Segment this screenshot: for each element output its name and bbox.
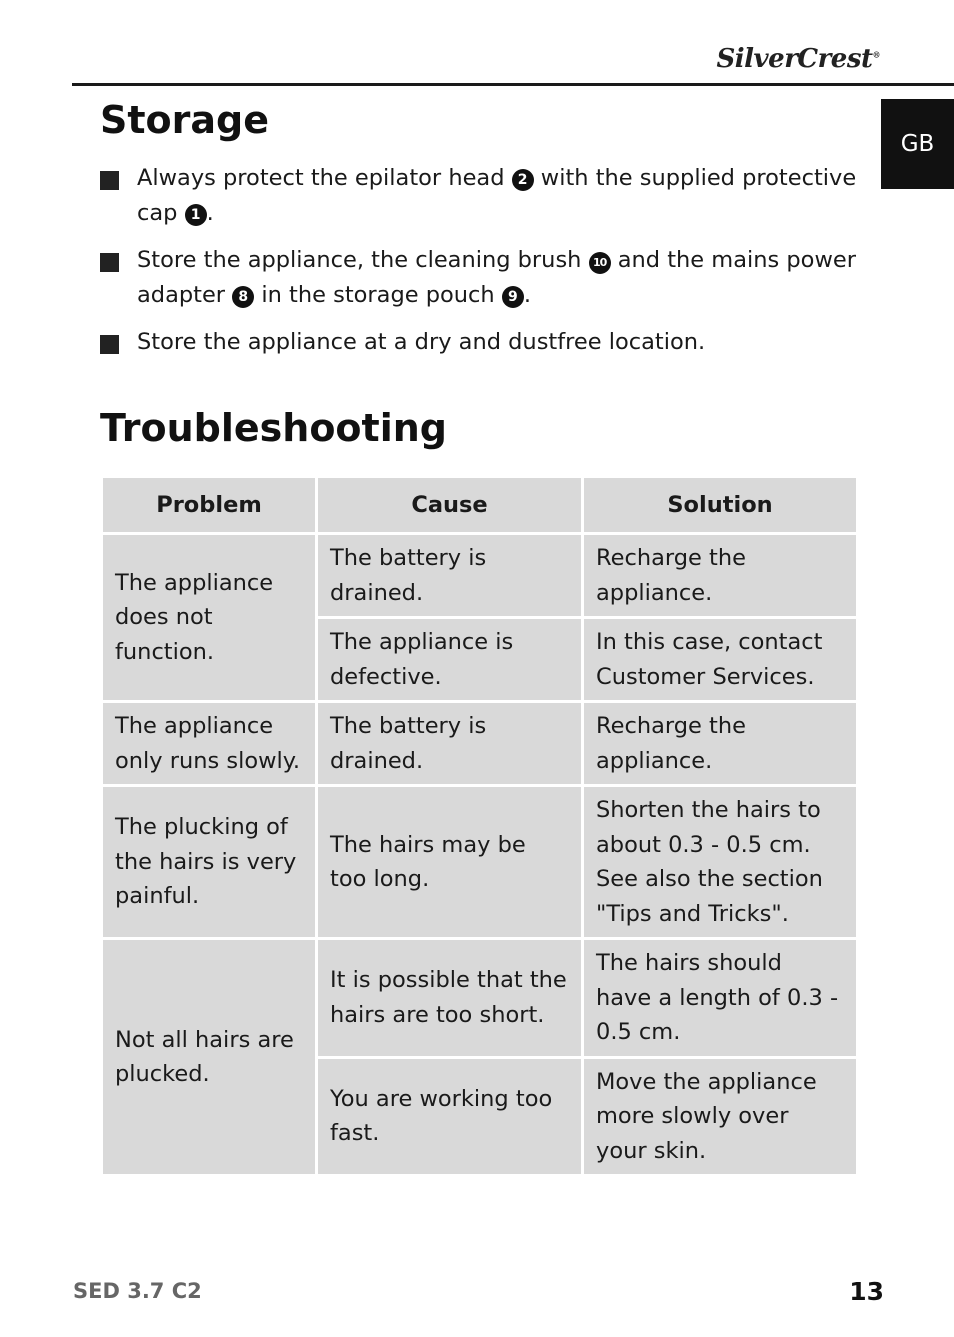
- table-row: [102, 702, 858, 786]
- brand-logo: [717, 44, 880, 74]
- column-header-cause: Cause: [317, 477, 583, 534]
- page-number: 13: [849, 1277, 884, 1306]
- header-rule: [72, 83, 954, 86]
- storage-list-item: [100, 243, 860, 313]
- problem-cell: The plucking of the hairs is very painful.: [102, 786, 317, 939]
- model-number: SED 3.7 C2: [73, 1279, 202, 1303]
- troubleshooting-table: [100, 475, 859, 1177]
- solution-cell: Move the appliance more slowly over your skin.: [583, 1057, 858, 1176]
- storage-text: and the mains power adapter: [137, 247, 856, 308]
- table-row: [102, 534, 858, 618]
- solution-cell: In this case, contact Customer Services.: [583, 618, 858, 702]
- column-header-problem: Problem: [102, 477, 317, 534]
- solution-cell: The hairs should have a length of 0.3 - 0.5 cm.: [583, 939, 858, 1058]
- square-bullet-icon: [100, 171, 119, 190]
- brand-name: SilverCrest: [716, 44, 873, 74]
- part-number-badge: 10: [589, 252, 611, 274]
- column-header-solution: Solution: [583, 477, 858, 534]
- cause-cell: It is possible that the hairs are too short.: [317, 939, 583, 1058]
- storage-list: [100, 161, 860, 372]
- cause-cell: The appliance is defective.: [317, 618, 583, 702]
- part-number-badge: 9: [502, 286, 524, 308]
- language-tab: [881, 99, 954, 189]
- solution-cell: Shorten the hairs to about 0.3 - 0.5 cm. See also the section "Tips and Tricks".: [583, 786, 858, 939]
- storage-text: .: [523, 282, 531, 308]
- cause-cell: The battery is drained.: [317, 534, 583, 618]
- storage-text: with the supplied protective cap: [137, 165, 857, 226]
- storage-list-item: [100, 325, 860, 360]
- cause-cell: The battery is drained.: [317, 702, 583, 786]
- solution-cell: Recharge the appliance.: [583, 534, 858, 618]
- part-number-badge: 1: [185, 204, 207, 226]
- table-header-row: [102, 477, 858, 534]
- language-tab-label: GB: [900, 131, 935, 157]
- cause-cell: The hairs may be too long.: [317, 786, 583, 939]
- problem-cell: The appliance does not function.: [102, 534, 317, 702]
- part-number-badge: 8: [232, 286, 254, 308]
- storage-heading: Storage: [100, 98, 269, 142]
- table-row: [102, 939, 858, 1058]
- storage-text: Always protect the epilator head: [137, 165, 512, 191]
- troubleshooting-heading: Troubleshooting: [100, 406, 447, 450]
- storage-text: in the storage pouch: [254, 282, 502, 308]
- storage-list-item: [100, 161, 860, 231]
- solution-cell: Recharge the appliance.: [583, 702, 858, 786]
- brand-registered-mark: ®: [872, 49, 880, 60]
- table-row: [102, 786, 858, 939]
- problem-cell: The appliance only runs slowly.: [102, 702, 317, 786]
- problem-cell: Not all hairs are plucked.: [102, 939, 317, 1176]
- storage-text: .: [206, 200, 214, 226]
- storage-text: Store the appliance at a dry and dustfree location.: [137, 329, 706, 355]
- table-body: [102, 534, 858, 1176]
- square-bullet-icon: [100, 335, 119, 354]
- cause-cell: You are working too fast.: [317, 1057, 583, 1176]
- storage-text: Store the appliance, the cleaning brush: [137, 247, 589, 273]
- part-number-badge: 2: [512, 169, 534, 191]
- square-bullet-icon: [100, 253, 119, 272]
